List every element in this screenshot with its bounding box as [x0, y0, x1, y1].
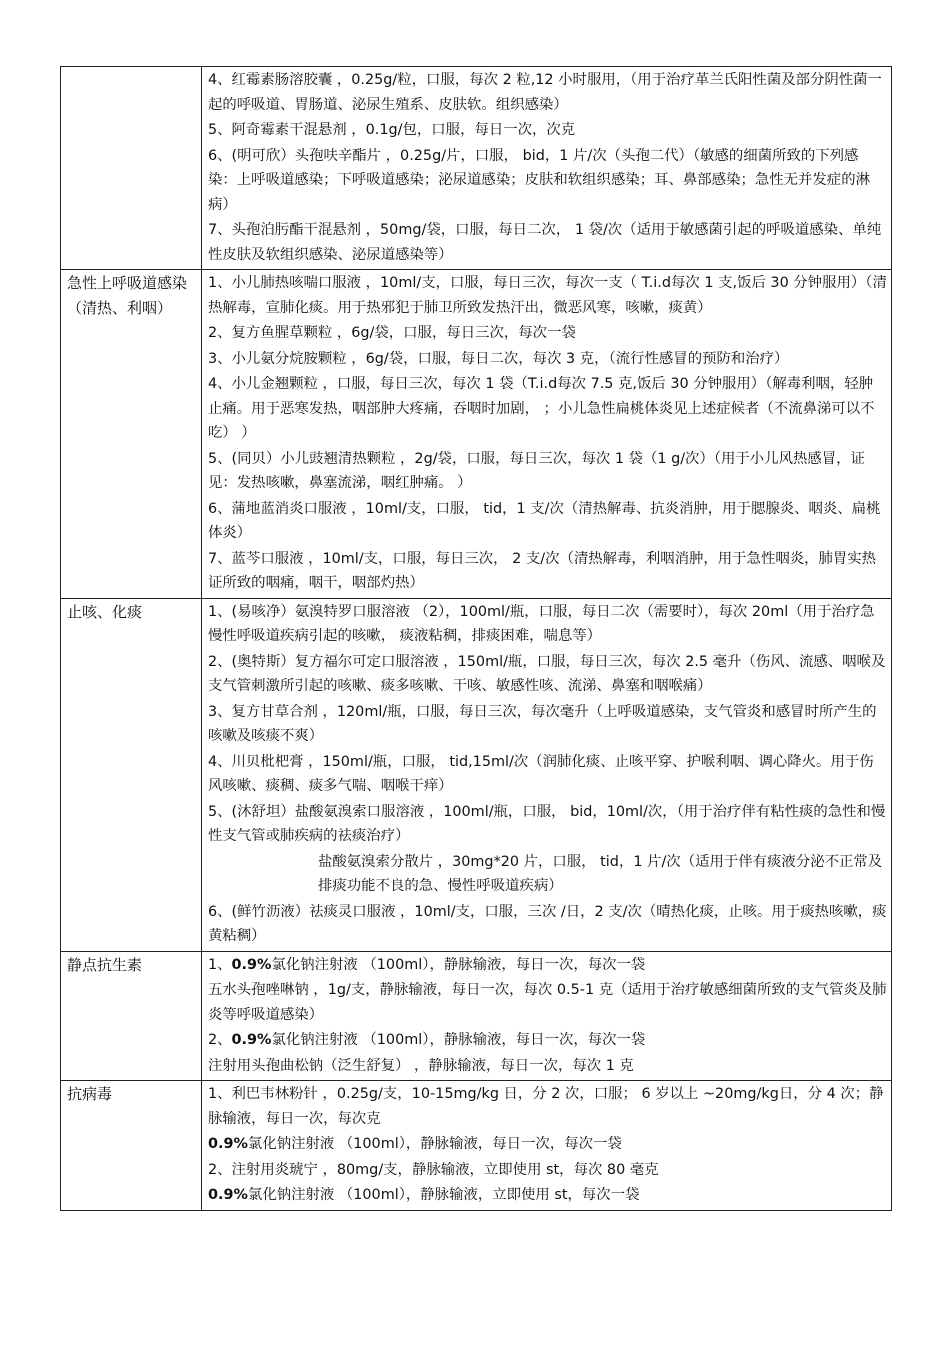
- drug-item: 注射用头孢曲松钠（泛生舒复） ，静脉输液，每日一次，每次 1 克: [208, 1057, 634, 1074]
- drug-item: 6、蒲地蓝消炎口服液 ，10ml/支，口服， tid，1 支/次（清热解毒、抗炎消肿，用于腮腺炎、咽炎、扁桃体炎）: [208, 500, 881, 541]
- drug-item: 4、川贝枇杷膏 ，150ml/瓶，口服， tid,15ml/次（润肺化痰、止咳平穿、护喉利咽、调心降火。用于伤风咳嗽、痰稠、痰多气喘、咽喉干痒）: [208, 753, 874, 794]
- items-cell: [202, 951, 892, 1081]
- drug-item: 盐酸氨溴索分散片 ，30mg*20 片，口服， tid，1 片/次（适用于伴有痰液分泌不正常及排痰功能不良的急、慢性呼吸道疾病）: [318, 853, 883, 894]
- drug-item: 1、0.9%氯化钠注射液 （100ml），静脉输液，每日一次，每次一袋: [208, 956, 646, 973]
- table-row: [61, 951, 892, 1081]
- drug-item: 3、复方甘草合剂 ，120ml/瓶，口服，每日三次，每次毫升（上呼吸道感染，支气管炎和感冒时所产生的咳嗽及咳痰不爽）: [208, 703, 877, 744]
- drug-item: 1、小儿肺热咳喘口服液 ，10ml/支，口服，每日三次，每次一支（ T.i.d每次 1 支,饭后 30 分钟服用）（清热解毒，宣肺化痰。用于热邪犯于肺卫所致发热汗出，微恶风寒，咳嗽，痰黄）: [208, 275, 887, 316]
- drug-item: 4、小儿金翘颗粒 ，口服，每日三次，每次 1 袋（T.i.d每次 7.5 克,饭后 30 分钟服用）（解毒利咽，轻肿止痛。用于恶寒发热，咽部肿大疼痛，吞咽时加剧， ；小儿急性扁桃体炎见上述症候者（不流鼻涕可以不吃） ）: [208, 376, 875, 441]
- category-cell: 抗病毒: [61, 1081, 202, 1211]
- drug-item: 1、利巴韦林粉针 ，0.25g/支，10-15mg/kg 日，分 2 次，口服； 6 岁以上 ~20mg/kg日，分 4 次；静脉输液，每日一次，每次克: [208, 1086, 884, 1127]
- drug-item: 5、(同贝）小儿豉翘清热颗粒 ，2g/袋，口服，每日三次，每次 1 袋（1 g/次）（用于小儿风热感冒，证见：发热咳嗽，鼻塞流涕，咽红肿痛。 ）: [208, 450, 865, 491]
- drug-item: 2、(奥特斯）复方福尔可定口服溶液 ，150ml/瓶，口服，每日三次，每次 2.5 毫升（伤风、流感、咽喉及支气管刺激所引起的咳嗽、痰多咳嗽、干咳、敏感性咳、流涕、鼻塞和咽喉痛）: [208, 653, 886, 694]
- drug-item: 4、红霉素肠溶胶囊 ，0.25g/粒，口服，每次 2 粒,12 小时服用，（用于治疗革兰氏阳性菌及部分阴性菌一起的呼吸道、胃肠道、泌尿生殖系、皮肤软。组织感染）: [208, 72, 882, 113]
- drug-item: 0.9%氯化钠注射液 （100ml），静脉输液，每日一次，每次一袋: [208, 1136, 622, 1152]
- drug-item: 7、蓝芩口服液 ，10ml/支，口服，每日三次， 2 支/次（清热解毒，利咽消肿，用于急性咽炎，肺胃实热证所致的咽痛，咽干，咽部灼热）: [208, 550, 877, 591]
- drug-item: 1、(易咳净）氨溴特罗口服溶液 （2），100ml/瓶，口服，每日二次（需要时），每次 20ml（用于治疗急慢性呼吸道疾病引起的咳嗽， 痰液粘稠，排痰困难，喘息等）: [208, 603, 875, 644]
- table-row: [61, 598, 892, 951]
- category-cell: 止咳、化痰: [61, 598, 202, 951]
- table-row: [61, 270, 892, 599]
- drug-item: 6、(明可欣）头孢呋辛酯片 ，0.25g/片，口服， bid，1 片/次（头孢二代）（敏感的细菌所致的下列感染：上呼吸道感染；下呼吸道感染；泌尿道感染；皮肤和软组织感染；耳、鼻部感染；急性无并发症的淋病）: [208, 147, 870, 213]
- category-cell: 急性上呼吸道感染（清热、利咽）: [61, 270, 202, 599]
- items-cell: [202, 67, 892, 270]
- drug-item: 3、小儿氨分烷胺颗粒 ，6g/袋，口服，每日二次，每次 3 克，（流行性感冒的预防和治疗）: [208, 350, 789, 367]
- table-row: [61, 67, 892, 270]
- drug-item: 5、(沐舒坦）盐酸氨溴索口服溶液 ，100ml/瓶，口服， bid，10ml/次，（用于治疗伴有粘性痰的急性和慢性支气管或肺疾病的祛痰治疗）: [208, 803, 886, 844]
- category-cell: 静点抗生素: [61, 951, 202, 1081]
- drug-item: 2、复方鱼腥草颗粒 ，6g/袋，口服，每日三次，每次一袋: [208, 325, 576, 341]
- drug-table: [60, 66, 892, 1211]
- category-cell: [61, 67, 202, 270]
- drug-item: 0.9%氯化钠注射液 （100ml），静脉输液，立即使用 st，每次一袋: [208, 1187, 640, 1203]
- table-row: [61, 1081, 892, 1211]
- items-cell: [202, 598, 892, 951]
- drug-item: 2、0.9%氯化钠注射液 （100ml），静脉输液，每日一次，每次一袋: [208, 1032, 646, 1048]
- items-cell: [202, 270, 892, 599]
- drug-item: 5、阿奇霉素干混悬剂 ，0.1g/包，口服，每日一次，次克: [208, 122, 576, 138]
- drug-item: 7、头孢泊肟酯干混悬剂 ，50mg/袋，口服，每日二次， 1 袋/次（适用于敏感菌引起的呼吸道感染、单纯性皮肤及软组织感染、泌尿道感染等）: [208, 222, 882, 263]
- items-cell: [202, 1081, 892, 1211]
- drug-item: 五水头孢唑啉钠 ，1g/支，静脉输液，每日一次，每次 0.5-1 克（适用于治疗敏感细菌所致的支气管炎及肺炎等呼吸道感染）: [208, 982, 887, 1023]
- drug-item: 2、注射用炎琥宁 ，80mg/支，静脉输液，立即使用 st，每次 80 毫克: [208, 1161, 659, 1178]
- drug-item: 6、(鲜竹沥液）祛痰灵口服液 ，10ml/支，口服，三次 /日，2 支/次（晴热化痰，止咳。用于痰热咳嗽，痰黄粘稠）: [208, 903, 887, 944]
